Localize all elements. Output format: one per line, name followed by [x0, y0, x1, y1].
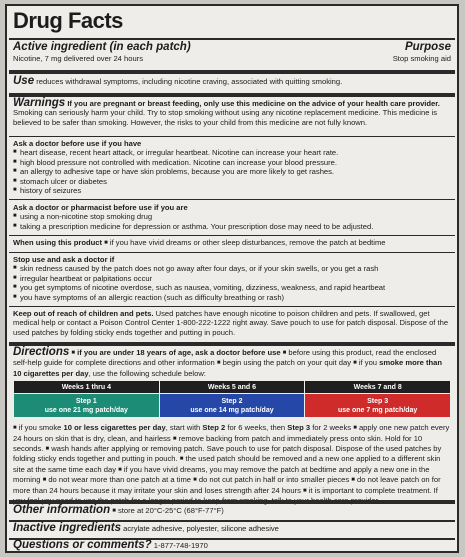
- list-item: ■ heart disease, recent heart attack, or irregular heartbeat. Nicotine can increase your heart rate.: [13, 148, 451, 157]
- directions-text: do not leave patch on for more than 24 hours because it may irritate your skin and loses strength after 24 hours: [13, 475, 441, 495]
- inactive-ingredients-section: [9, 524, 455, 533]
- schedule-step-2: [159, 394, 305, 418]
- list-item: ■ history of seizures: [13, 186, 451, 195]
- list-item: ■ you have symptoms of an allergic reaction (such as difficulty breathing or rash): [13, 293, 451, 302]
- use-section: [9, 77, 455, 86]
- ask-doctor-section: [9, 139, 455, 195]
- directions-text: if you smoke: [18, 423, 62, 433]
- step-label: Step 3: [367, 397, 389, 405]
- inactive-ingredients-text: acrylate adhesive, polyester, silicone adhesive: [123, 524, 279, 533]
- ask-doctor-heading: Ask a doctor before use if you have: [13, 139, 142, 148]
- title-section: [9, 8, 455, 34]
- inactive-ingredients-heading: Inactive ingredients: [13, 522, 122, 534]
- list-item: ■ an allergy to adhesive tape or have skin problems, because you are more likely to get rashes.: [13, 167, 451, 176]
- drug-facts-label: [5, 4, 459, 553]
- step-dose: use one 14 mg patch/day: [190, 406, 274, 414]
- use-text: reduces withdrawal symptoms, including nicotine craving, associated with quitting smoking.: [36, 77, 343, 86]
- schedule-table: [13, 380, 451, 418]
- stop-use-heading: Stop use and ask a doctor if: [13, 255, 115, 264]
- schedule-week-header: Weeks 5 and 6: [159, 381, 305, 394]
- directions-text: smoke more than 10 cigarettes per day: [13, 358, 443, 378]
- schedule-week-header: Weeks 7 and 8: [305, 381, 451, 394]
- directions-warning: if you are under 18 years of age, ask a doctor before use: [77, 348, 281, 357]
- ask-pharmacist-heading: Ask a doctor or pharmacist before use if you are: [13, 203, 188, 212]
- directions-text: it is important to complete treatment. If: [308, 485, 438, 495]
- when-using-text: if you have vivid dreams or other sleep disturbances, remove the patch at bedtime: [109, 238, 386, 247]
- active-ingredient-text: Nicotine, 7 mg delivered over 24 hours: [13, 54, 144, 63]
- list-item: ■ high blood pressure not controlled with medication. Nicotine can increase your blood pressure.: [13, 158, 451, 167]
- warnings-heading: Warnings: [13, 97, 66, 109]
- directions-section: Directions ■ if you are under 18 years of age, ask a doctor before use ■ before using this product, read the enclosed self-help guide for complete directions and other information ■ begin using the patch on your quit day ■ if you smoke more than 10 cigarettes per day, use the following schedule below: Weeks 1 thru 4 Weeks 5 and 6 Weeks 7 and 8 Step 1 use one 21 mg patch/day Step 2 use one 14 mg patch/day Step 3 use one 7 mg patch/day ■ if you smoke 10 or less cigarettes per day, start with Step 2 for 6 weeks, then Step 3 for 2 weeks ■ apply one new patch every 24 hours on skin that is dry, clean, and hairless ■ remove backing from patch and immediately press onto skin. Hold for 10 seconds. ■ wash hands after applying or removing patch. Save pouch to use for patch disposal. Dispose of the used patches by folding sticky ends together and putting in pouch. ■ the used patch should be removed and a new one applied to a different skin site at the same time each day ■ if you have vivid dreams, you may remove the patch at bedtime and apply a new one in the morning ■ do not wear more than one patch at a time ■ do not cut patch in half or into smaller pieces ■ do not leave patch on for more than 24 hours because it may irritate your skin and loses strength after 24 hours ■ it is important to complete treatment. If: [9, 348, 455, 505]
- directions-text: if you have vivid dreams, you may remove the patch at bedtime and apply a new one in the morning: [13, 464, 430, 485]
- stop-use-list: [13, 264, 451, 302]
- use-heading: Use: [13, 75, 35, 87]
- purpose-text: Stop smoking aid: [392, 54, 451, 63]
- warnings-lead: If you are pregnant or breast feeding, only use this medicine on the advice of your health care provider.: [67, 99, 440, 108]
- warnings-text: Smoking can seriously harm your child. Try to stop smoking without using any nicotine replacement medicine. This medicine is believed to be safer than smoking. However, the risks to your child from this medicine are not fully known.: [13, 108, 438, 127]
- directions-text: do not cut patch in half or into smaller pieces: [198, 475, 350, 485]
- keep-out-text: Used patches have enough nicotine to poison children and pets. If swallowed, get medical help or contact a Poison Control Center 1-800-222-1222 right away. Save pouch to use for patch disposal. Dispose of the used patches by folding sticky ends together and putting in pouch.: [13, 309, 449, 337]
- directions-text: Step 3: [287, 423, 311, 433]
- directions-text: for 2 weeks: [312, 423, 352, 433]
- ask-pharmacist-list: [13, 212, 451, 231]
- step-label: Step 1: [75, 397, 97, 405]
- questions-phone: 1-877-748-1970: [153, 541, 208, 550]
- keep-out-section: [9, 309, 455, 337]
- directions-text: remove backing from patch and immediately press onto skin. Hold for 10 seconds.: [13, 433, 423, 454]
- schedule-step-3: [305, 394, 451, 418]
- other-information-text: store at 20°C-25°C (68°F-77°F): [118, 506, 224, 515]
- list-item: ■ skin redness caused by the patch does not go away after four days, or if your skin swells, or you get a rash: [13, 264, 451, 273]
- schedule-week-header: Weeks 1 thru 4: [14, 381, 160, 394]
- page-title: Drug Facts: [13, 8, 123, 33]
- directions-text: if you: [358, 358, 378, 368]
- schedule-step-1: [14, 394, 160, 418]
- warnings-section: [9, 99, 455, 127]
- step-label: Step 2: [221, 397, 243, 405]
- directions-text: Step 2: [202, 423, 226, 433]
- directions-text: for 6 weeks, then: [227, 423, 286, 433]
- step-dose: use one 21 mg patch/day: [44, 406, 128, 414]
- directions-details: ■ if you smoke 10 or less cigarettes per day, start with Step 2 for 6 weeks, then Step 3 for 2 weeks ■ apply one new patch every 24 hours on skin that is dry, clean, and hairless ■ remove backing from patch and immediately press onto skin. Hold for 10 seconds. ■ wash hands after applying or removing patch. Save pouch to use for patch disposal. Dispose of the used patches by folding sticky ends together and putting in pouch. ■ the used patch should be removed and a new one applied to a different skin site at the same time each day ■ if you have vivid dreams, you may remove the patch at bedtime and apply a new one in the morning ■ do not wear more than one patch at a time ■ do not cut patch in half or into smaller pieces ■ do not leave patch on for more than 24 hours because it may irritate your skin and loses strength after 24 hours ■ it is important to complete treatment. If: [13, 423, 451, 505]
- list-item: ■ you get symptoms of nicotine overdose, such as nausea, vomiting, dizziness, weakness, and rapid heartbeat: [13, 283, 451, 292]
- list-item: ■ stomach ulcer or diabetes: [13, 177, 451, 186]
- step-dose: use one 7 mg patch/day: [337, 406, 418, 414]
- list-item: ■ irregular heartbeat or palpitations occur: [13, 274, 451, 283]
- other-information-section: Other information ■ store at 20°C-25°C (68°F-77°F): [13, 504, 224, 516]
- directions-text: , start with: [165, 423, 201, 433]
- list-item: ■ using a non-nicotine stop smoking drug: [13, 212, 451, 221]
- questions-heading: Questions or comments?: [13, 539, 152, 551]
- other-information-heading: Other information: [13, 504, 111, 516]
- directions-text: wash hands after applying or removing patch. Save pouch to use for patch disposal. Dispose of the used patches by folding sticky ends together and putting in pouch.: [13, 444, 442, 464]
- directions-heading: Directions: [13, 346, 70, 358]
- directions-text: begin using the patch on your quit day: [222, 358, 351, 368]
- directions-text: the used patch should be removed and a new one applied to a different skin site at the same time each day: [13, 454, 441, 474]
- directions-text: do not wear more than one patch at a time: [48, 475, 191, 485]
- when-using-section: When using this product ■ if you have vivid dreams or other sleep disturbances, remove the patch at bedtime: [13, 238, 386, 247]
- when-using-heading: When using this product: [13, 238, 103, 247]
- ask-doctor-list: [13, 148, 451, 195]
- list-item: ■ taking a prescription medicine for depression or asthma. Your prescription dose may need to be adjusted.: [13, 222, 451, 231]
- keep-out-heading: Keep out of reach of children and pets.: [13, 309, 154, 318]
- questions-section: [9, 541, 455, 550]
- directions-text: , use the following schedule below:: [88, 368, 206, 378]
- directions-text: apply one new patch every 24 hours on skin that is dry, clean, and hairless: [13, 423, 450, 443]
- ask-pharmacist-section: [9, 203, 455, 231]
- active-ingredient-heading: Active ingredient (in each patch): [13, 41, 191, 53]
- stop-use-section: [9, 255, 455, 302]
- directions-text: 10 or less cigarettes per day: [63, 423, 166, 433]
- purpose-heading: Purpose: [404, 41, 451, 53]
- directions-text: before using this product, read the enclosed self-help guide for complete directions and other information: [13, 348, 437, 368]
- active-ingredient-section: [9, 41, 455, 63]
